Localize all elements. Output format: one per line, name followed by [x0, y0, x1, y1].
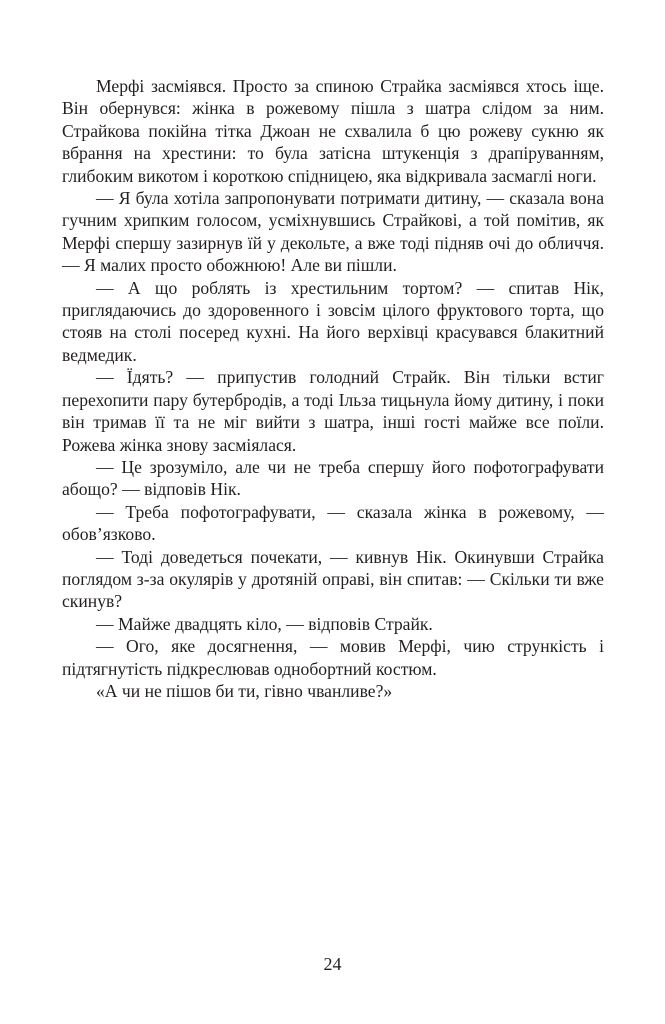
page-number: 24	[323, 954, 342, 974]
paragraph: — Це зрозуміло, але чи не треба спершу його пофотографувати абощо? — відповів Нік.	[62, 456, 604, 500]
paragraph: «А чи не пішов би ти, гівно чванливе?»	[96, 680, 393, 701]
paragraph: — Треба пофотографувати, — сказала жінка в рожевому, — обов’язково.	[62, 501, 604, 545]
paragraph: — Їдять? — припустив голодний Страйк. Він тільки встиг перехопити пару бутербродів, а тоді Ільза тицьнула йому дитину, і поки він тримав її та не міг вийти з шатра, інші гості майже все поїли. Рожева жінка знову засміялася.	[62, 367, 604, 455]
paragraph: — Ого, яке досягнення, — мовив Мерфі, чию стрункість і підтягнутість підкреслював однобортний костюм.	[62, 636, 604, 679]
page-body	[62, 75, 604, 702]
paragraph: — А що роблять із хрестильним тортом? — спитав Нік, приглядаючись до здоровенного і зовсім цілого фруктового торта, що стояв на столі посеред кухні. На його верхівці красувався блакитний ведмедик.	[62, 277, 604, 365]
paragraph: Мерфі засміявся. Просто за спиною Страйка засміявся хтось іще. Він обернувся: жінка в рожевому пішла з шатра слідом за ним. Страйкова покійна тітка Джоан не схвалила б цю рожеву сукню як вбрання на хрестини: то була затісна штукенція з драпіруванням, глибоким викотом і короткою спідницею, яка відкривала засмаглі ноги.	[62, 76, 604, 186]
paragraph: — Тоді доведеться почекати, — кивнув Нік. Окинувши Страйка поглядом з-за окулярів у дротяній оправі, він спитав: — Скільки ти вже скинув?	[62, 546, 604, 612]
paragraph: — Я була хотіла запропонувати потримати дитину, — сказала вона гучним хрипким голосом, усміхнувшись Страйкові, а той помітив, як Мерфі спершу зазирнув їй у декольте, а вже тоді підняв очі до обличчя. — Я малих просто обожнюю! Але ви пішли.	[62, 188, 604, 276]
paragraph: — Майже двадцять кіло, — відповів Страйк.	[96, 613, 433, 634]
